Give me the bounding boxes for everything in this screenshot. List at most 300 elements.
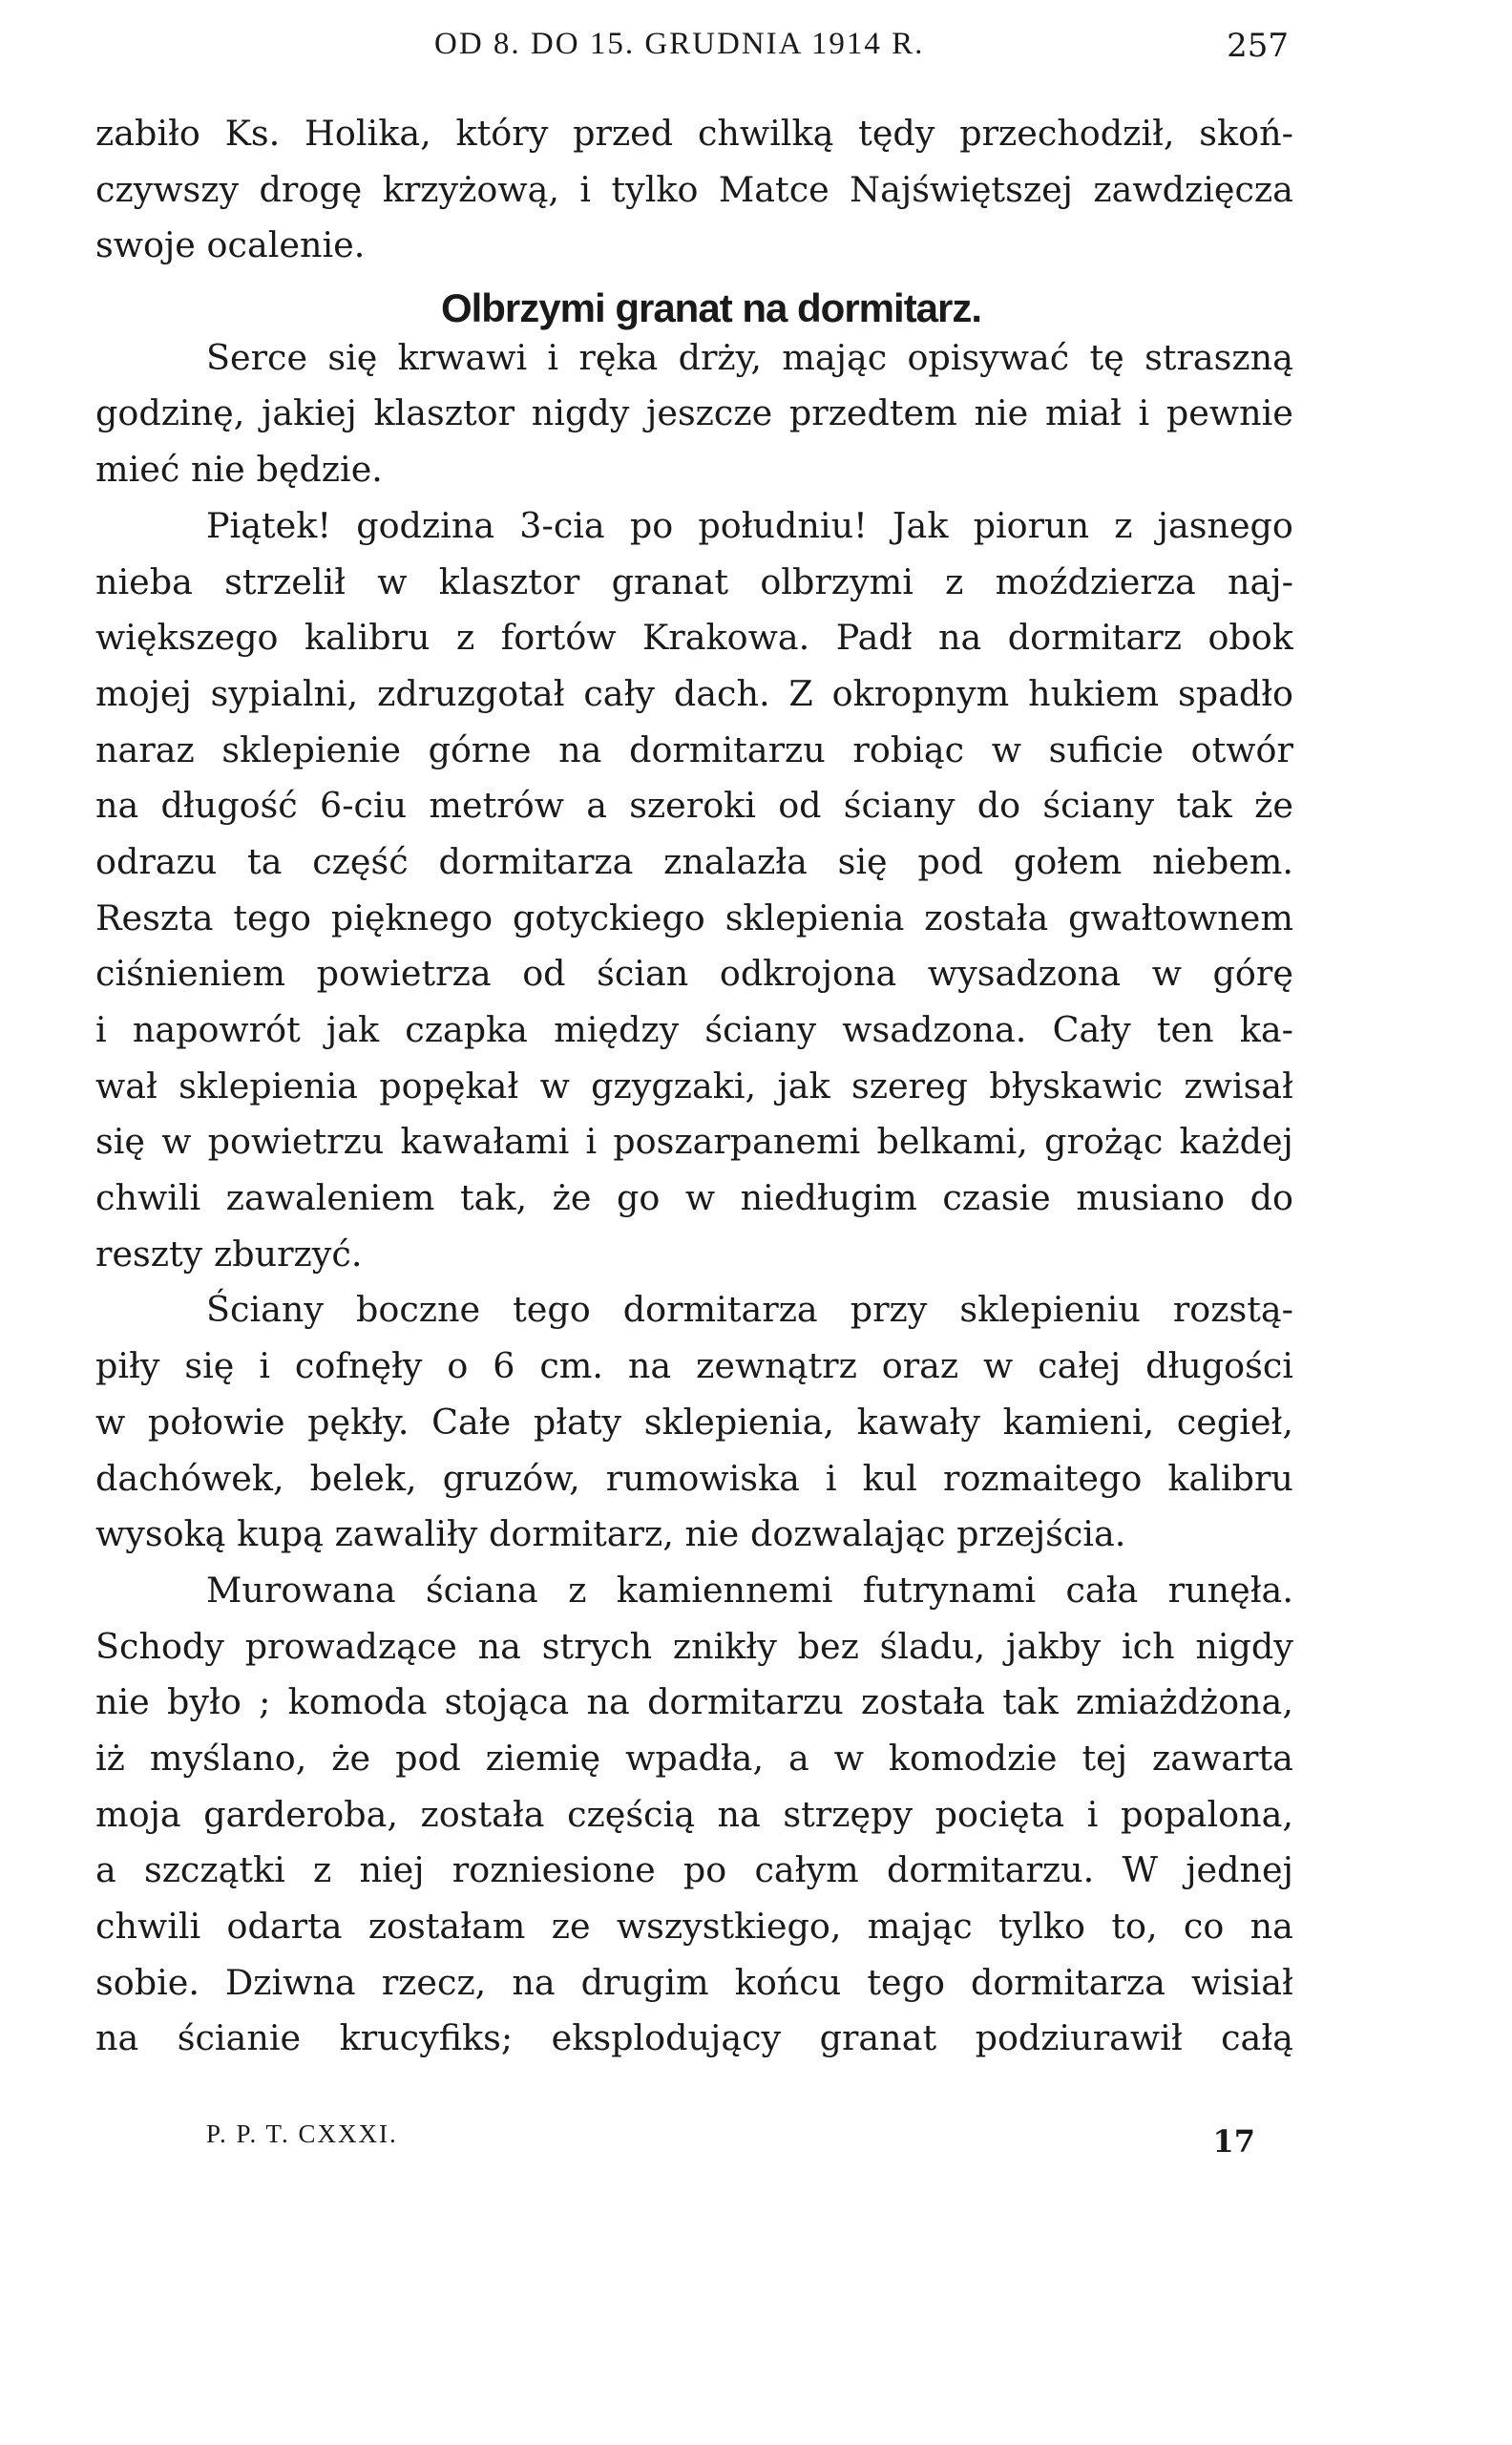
word: rzecz, xyxy=(381,1961,487,2003)
word: przejścia. xyxy=(956,1513,1126,1555)
word: popękał xyxy=(379,1064,519,1107)
word: Serce xyxy=(206,336,308,378)
word: oraz xyxy=(881,1345,959,1387)
text-line xyxy=(95,1065,1293,1122)
text-line xyxy=(95,1233,1293,1290)
word: ka- xyxy=(1239,1009,1293,1050)
word: garderoba, xyxy=(203,1793,398,1835)
text-line xyxy=(95,505,1293,561)
word: co xyxy=(1183,1906,1225,1947)
word: nie xyxy=(95,1681,150,1723)
word: z xyxy=(568,1569,587,1611)
word: i xyxy=(579,168,592,210)
word: tej xyxy=(1082,1737,1128,1779)
word: szereg xyxy=(850,1064,968,1107)
word: zdruzgotał xyxy=(377,672,565,714)
word: na xyxy=(95,2017,139,2059)
word: piły xyxy=(95,1345,160,1387)
word: się xyxy=(327,336,378,378)
word: w xyxy=(1151,953,1182,995)
word: Całe xyxy=(431,1401,512,1443)
word: moździerza xyxy=(995,560,1196,602)
word: nie xyxy=(191,449,245,491)
text-line xyxy=(95,953,1293,1009)
word: wszystkiego, xyxy=(616,1906,842,1947)
word: nie xyxy=(684,1513,740,1555)
word: na xyxy=(586,1681,630,1723)
word: sklepienia, xyxy=(643,1401,835,1443)
word: pod xyxy=(917,840,984,882)
word: suficie xyxy=(1048,728,1164,770)
word: zawdzięcza xyxy=(1093,168,1293,210)
text-line xyxy=(95,1458,1293,1514)
word: jednej xyxy=(1186,1849,1293,1891)
word: Matce xyxy=(718,168,830,210)
word: Z xyxy=(788,672,813,714)
word: niebem. xyxy=(1152,840,1293,882)
word: chwilką xyxy=(697,113,834,154)
word: się xyxy=(837,840,888,882)
word: gołem xyxy=(1013,840,1123,882)
word: ze xyxy=(551,1906,591,1947)
word: godzinę, xyxy=(95,392,245,434)
word: sklepienia xyxy=(178,1064,358,1107)
text-line xyxy=(95,1626,1293,1682)
word: ściana xyxy=(425,1569,538,1611)
text-line xyxy=(95,1849,1293,1906)
word: ręka xyxy=(578,336,659,378)
word: i xyxy=(1086,1793,1099,1835)
word: Padł xyxy=(835,617,913,659)
word: odarta xyxy=(226,1906,343,1947)
text-line xyxy=(95,617,1293,673)
word: grożąc xyxy=(1044,1121,1164,1163)
word: górę xyxy=(1212,953,1293,995)
word: mieć xyxy=(95,449,180,491)
word: granat xyxy=(611,560,729,602)
text-line xyxy=(95,113,1293,169)
word: południu! xyxy=(698,504,868,546)
word: Schody xyxy=(95,1625,224,1667)
word: prowadzące xyxy=(244,1625,457,1667)
word: na xyxy=(558,728,602,770)
word: po xyxy=(629,504,674,546)
word: wał xyxy=(95,1064,158,1107)
word: i xyxy=(825,1457,837,1499)
word: została xyxy=(860,1681,985,1723)
word: na xyxy=(1250,1906,1293,1947)
word: eksplodujący xyxy=(551,2017,782,2059)
word: kawałami xyxy=(400,1121,570,1163)
word: komoda xyxy=(287,1681,428,1723)
word: została xyxy=(420,1793,545,1835)
word: tylko xyxy=(998,1906,1086,1947)
word: od xyxy=(522,953,566,995)
word: było xyxy=(167,1681,242,1723)
word: reszty xyxy=(95,1233,203,1275)
word: jak xyxy=(777,1064,830,1107)
word: chwili xyxy=(95,1177,201,1219)
word: na xyxy=(477,1625,521,1667)
word: większego xyxy=(95,617,279,659)
word: 6 xyxy=(493,1345,515,1387)
word: jakby xyxy=(1006,1625,1102,1667)
word: W xyxy=(1122,1849,1158,1891)
word: w xyxy=(539,1064,570,1107)
word: w xyxy=(991,728,1021,770)
word: się xyxy=(184,1345,235,1387)
word: gzygzaki, xyxy=(591,1064,757,1107)
word: tego xyxy=(867,1961,945,2003)
word: płaty xyxy=(533,1401,622,1443)
word: dormitarz, xyxy=(489,1513,674,1555)
word: to, xyxy=(1111,1906,1158,1947)
word: kawały xyxy=(856,1401,980,1443)
word: rumowiska xyxy=(605,1457,800,1499)
word: bez xyxy=(797,1625,859,1667)
text-line xyxy=(95,561,1293,618)
word: górne xyxy=(428,728,532,770)
word: mając xyxy=(782,336,888,378)
word: nieba xyxy=(95,560,193,602)
word: po xyxy=(682,1849,727,1891)
word: od xyxy=(778,785,822,827)
word: tę xyxy=(1089,336,1124,378)
word: myślano, xyxy=(149,1737,307,1779)
word: długości xyxy=(1145,1345,1293,1387)
word: miał xyxy=(1044,392,1122,434)
word: okropnym xyxy=(831,672,1010,714)
word: zawarta xyxy=(1151,1737,1293,1779)
word: na xyxy=(938,617,982,659)
word: kul xyxy=(862,1457,917,1499)
word: całej xyxy=(1038,1345,1122,1387)
word: sklepienie xyxy=(221,728,401,770)
word: sypialni, xyxy=(210,672,359,714)
word: czapka xyxy=(405,1009,528,1050)
word: Ściany xyxy=(206,1289,325,1331)
text-line xyxy=(95,1402,1293,1458)
text-line xyxy=(95,392,1293,449)
word: cm. xyxy=(539,1345,604,1387)
word: moja xyxy=(95,1793,181,1835)
word: naraz xyxy=(95,728,195,770)
word: metrów xyxy=(429,785,564,827)
word: szczątki xyxy=(143,1849,285,1891)
word: cała xyxy=(1065,1569,1139,1611)
word: zwisał xyxy=(1184,1064,1293,1107)
word: nie xyxy=(974,392,1029,434)
text-line xyxy=(95,1009,1293,1065)
word: do xyxy=(1250,1177,1293,1219)
word: błyskawic xyxy=(989,1064,1164,1107)
word: wysoką xyxy=(95,1513,226,1555)
word: hukiem xyxy=(1028,672,1160,714)
word: zawaleniem xyxy=(225,1177,435,1219)
word: o xyxy=(447,1345,469,1387)
word: pocięta xyxy=(934,1793,1065,1835)
word: całą xyxy=(1221,2017,1293,2059)
word: w xyxy=(377,560,408,602)
word: ocalenie. xyxy=(206,224,366,266)
word: będzie. xyxy=(256,449,383,491)
word: strzępy xyxy=(783,1793,914,1835)
text-line xyxy=(95,1738,1293,1794)
word: kalibru xyxy=(304,617,430,659)
word: gotyckiego xyxy=(512,896,705,938)
word: powietrza xyxy=(316,953,492,995)
word: ściany xyxy=(704,1009,817,1050)
word: w xyxy=(95,1401,126,1443)
word: Holika, xyxy=(304,113,431,154)
word: w xyxy=(983,1345,1014,1387)
word: spadło xyxy=(1177,672,1293,714)
word: w xyxy=(161,1121,192,1163)
word: ciśnieniem xyxy=(95,953,286,995)
word: Dziwna xyxy=(225,1961,356,2003)
word: iż xyxy=(95,1737,125,1779)
word: niedługim xyxy=(740,1177,917,1219)
word: wsadzona. xyxy=(842,1009,1027,1050)
text-line xyxy=(95,897,1293,954)
word: się xyxy=(95,1121,146,1163)
word: skoń- xyxy=(1199,113,1293,154)
word: nigdy xyxy=(1195,1625,1293,1667)
text-line xyxy=(95,1962,1293,2018)
text-line xyxy=(95,1513,1293,1570)
word: rozmaitego xyxy=(943,1457,1143,1499)
word: kamieni, xyxy=(1002,1401,1155,1443)
word: czasie xyxy=(942,1177,1051,1219)
page-header xyxy=(95,27,1289,84)
word: 3-cia xyxy=(519,504,605,546)
word: na xyxy=(95,785,139,827)
word: musiano xyxy=(1076,1177,1226,1219)
word: z xyxy=(1114,504,1133,546)
word: klasztor xyxy=(438,560,580,602)
word: Krakowa. xyxy=(642,617,810,659)
word: tak xyxy=(1002,1681,1059,1723)
word: na xyxy=(512,1961,556,2003)
text-line xyxy=(95,2017,1293,2074)
word: futrynami xyxy=(862,1569,1037,1611)
word: komodzie xyxy=(888,1737,1058,1779)
word: Jak xyxy=(892,504,949,546)
word: cegieł, xyxy=(1176,1401,1293,1443)
text-line xyxy=(95,841,1293,897)
word: olbrzymi xyxy=(760,560,914,602)
word: ściany xyxy=(1042,785,1155,827)
word: podziurawił xyxy=(975,2017,1183,2059)
word: przedtem xyxy=(788,392,957,434)
word: pewnie xyxy=(1166,392,1293,434)
word: fortów xyxy=(500,617,617,659)
word: każdej xyxy=(1179,1121,1293,1163)
word: Najświętszej xyxy=(850,168,1073,210)
sheet-number: 17 xyxy=(1212,2123,1255,2160)
text-line xyxy=(95,1345,1293,1402)
word: poszarpanemi xyxy=(613,1121,861,1163)
word: jak xyxy=(326,1009,380,1050)
word: odkrojona xyxy=(719,953,897,995)
word: z xyxy=(945,560,964,602)
word: Murowana xyxy=(206,1569,396,1611)
word: runęła. xyxy=(1167,1569,1293,1611)
word: opisywać xyxy=(907,336,1070,378)
page-footer xyxy=(95,2119,1293,2177)
word: krwawi xyxy=(397,336,528,378)
page-number: 257 xyxy=(1227,27,1289,65)
text-line xyxy=(95,1289,1293,1345)
word: dormitarzu xyxy=(629,728,826,770)
word: ziemię xyxy=(485,1737,601,1779)
word: została xyxy=(924,896,1049,938)
word: między xyxy=(554,1009,680,1050)
word: zawaliły xyxy=(334,1513,478,1555)
word: do xyxy=(976,785,1021,827)
word: długość xyxy=(160,785,298,827)
word: tędy xyxy=(858,113,935,154)
word: mojej xyxy=(95,672,192,714)
word: Reszta xyxy=(95,896,214,938)
word: obok xyxy=(1208,617,1293,659)
word: tak, xyxy=(459,1177,528,1219)
word: godzina xyxy=(356,504,495,546)
word: klasztor xyxy=(373,392,515,434)
word: boczne xyxy=(356,1289,481,1331)
word: kalibru xyxy=(1167,1457,1293,1499)
word: w xyxy=(833,1737,864,1779)
word: straszną xyxy=(1144,336,1293,378)
word: a xyxy=(586,785,607,827)
word: belek, xyxy=(309,1457,417,1499)
text-line xyxy=(95,224,1293,281)
word: zmiażdżona, xyxy=(1075,1681,1293,1723)
text-line xyxy=(95,169,1293,225)
word: zewnątrz xyxy=(696,1345,857,1387)
word: z xyxy=(313,1849,332,1891)
word: pękły. xyxy=(307,1401,410,1443)
word: dachówek, xyxy=(95,1457,284,1499)
word: piorun xyxy=(973,504,1090,546)
word: odrazu xyxy=(95,840,218,882)
word: cofnęły xyxy=(294,1345,423,1387)
word: ściany xyxy=(843,785,956,827)
word: tak xyxy=(1176,785,1232,827)
word: a xyxy=(95,1849,116,1891)
text-line xyxy=(95,337,1293,393)
word: rozniesione xyxy=(452,1849,656,1891)
word: z xyxy=(456,617,475,659)
text-line xyxy=(95,1570,1293,1626)
word: dach. xyxy=(673,672,770,714)
word: ich xyxy=(1121,1625,1175,1667)
text-line xyxy=(95,729,1293,786)
word: końcu xyxy=(734,1961,842,2003)
word: krzyżową, xyxy=(382,168,559,210)
word: przed xyxy=(573,113,674,154)
word: który xyxy=(455,113,549,154)
word: w xyxy=(684,1177,716,1219)
word: wpadła, xyxy=(625,1737,765,1779)
word: naj- xyxy=(1228,560,1293,602)
word: i xyxy=(95,1009,107,1050)
word: pod xyxy=(395,1737,461,1779)
word: znikły xyxy=(672,1625,777,1667)
word: belkami, xyxy=(876,1121,1028,1163)
text-line xyxy=(95,785,1293,841)
text-line xyxy=(95,449,1293,505)
word: drży, xyxy=(678,336,762,378)
word: część xyxy=(312,840,409,882)
word: dormitarz xyxy=(1007,617,1182,659)
text-line xyxy=(95,673,1293,729)
word: ten xyxy=(1156,1009,1214,1050)
word: dormitarzu. xyxy=(886,1849,1095,1891)
word: ta xyxy=(247,840,283,882)
word: Ks. xyxy=(224,113,281,154)
word: że xyxy=(552,1177,592,1219)
word: drugim xyxy=(580,1961,709,2003)
word: i xyxy=(259,1345,271,1387)
word: cały xyxy=(583,672,656,714)
word: na xyxy=(627,1345,672,1387)
word: gruzów, xyxy=(442,1457,580,1499)
word: go xyxy=(617,1177,661,1219)
word: jasnego xyxy=(1157,504,1293,546)
word: sklepienia xyxy=(724,896,905,938)
word: jeszcze xyxy=(646,392,773,434)
word: częścią xyxy=(567,1793,695,1835)
text-line xyxy=(95,1681,1293,1738)
word: przechodził, xyxy=(959,113,1175,154)
word: kamiennemi xyxy=(616,1569,833,1611)
word: chwili xyxy=(95,1906,201,1947)
word: znalazła xyxy=(663,840,808,882)
word: otwór xyxy=(1190,728,1293,770)
word: przy xyxy=(850,1289,928,1331)
section-heading: Olbrzymi granat na dormitarz. xyxy=(440,285,982,331)
word: zostałam xyxy=(368,1906,526,1947)
word: wisiał xyxy=(1190,1961,1293,2003)
word: gwałtownem xyxy=(1068,896,1293,938)
word: swoje xyxy=(95,224,196,266)
word: drogę xyxy=(259,168,363,210)
word: dormitarza xyxy=(970,1961,1166,2003)
word: strych xyxy=(541,1625,653,1667)
word: strzelił xyxy=(224,560,346,602)
word: napowrót xyxy=(132,1009,301,1050)
word: popalona, xyxy=(1121,1793,1293,1835)
printer-signature: P. P. T. CXXXI. xyxy=(206,2119,398,2148)
word: że xyxy=(331,1737,371,1779)
word: zburzyć. xyxy=(213,1233,363,1275)
word: na xyxy=(717,1793,761,1835)
text-line xyxy=(95,1906,1293,1962)
word: mając xyxy=(867,1906,973,1947)
word: tylko xyxy=(611,168,699,210)
word: i xyxy=(1138,392,1150,434)
running-head: OD 8. DO 15. GRUDNIA 1914 R. xyxy=(434,27,925,61)
word: szeroki xyxy=(629,785,756,827)
word: sobie. xyxy=(95,1961,200,2003)
word: stojąca xyxy=(444,1681,570,1723)
word: dozwalając xyxy=(749,1513,946,1555)
word: połowie xyxy=(147,1401,285,1443)
text-line xyxy=(95,1177,1293,1233)
word: 6-ciu xyxy=(319,785,408,827)
word: i xyxy=(547,336,559,378)
